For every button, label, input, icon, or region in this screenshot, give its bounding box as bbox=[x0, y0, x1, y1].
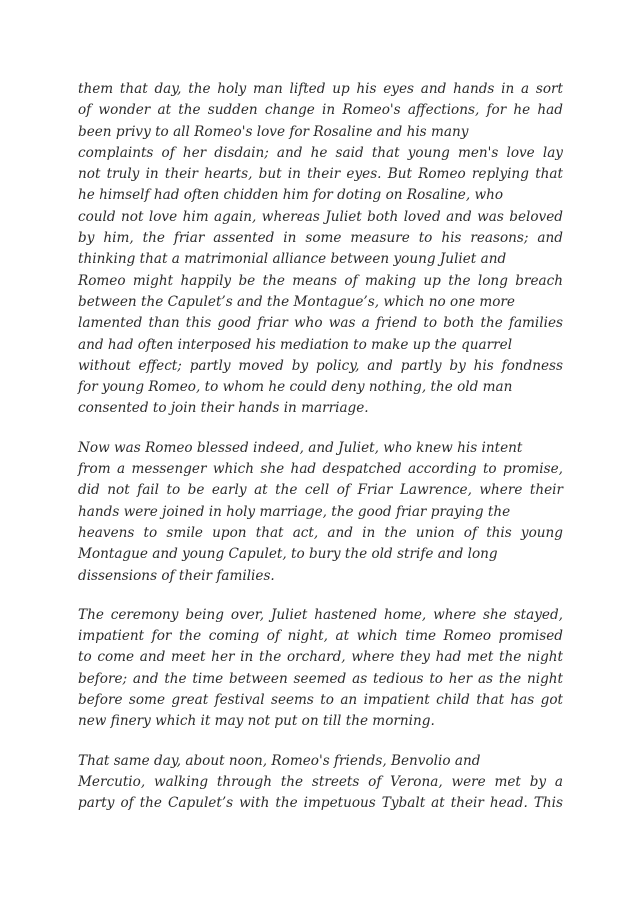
text-line: them that day, the holy man lifted up his eyes and hands in a sort bbox=[78, 81, 563, 97]
text-line: between the Capulet’s and the Montague’s, which no one more bbox=[78, 293, 515, 310]
text-line: by him, the friar assented in some measure to his reasons; and bbox=[78, 230, 563, 247]
text-line: Now was Romeo blessed indeed, and Juliet, who knew his intent bbox=[78, 439, 523, 456]
text-line: for young Romeo, to whom he could deny nothing, the old man bbox=[78, 379, 513, 396]
text-line: and had often interposed his mediation to make up the quarrel bbox=[78, 336, 513, 353]
text-line: Romeo might happily be the means of making up the long breach bbox=[78, 272, 563, 289]
text-line: The ceremony being over, Juliet hastened home, where she stayed, bbox=[78, 606, 563, 623]
text-line: Montague and young Capulet, to bury the old strife and long bbox=[78, 546, 498, 563]
text-line: complaints of her disdain; and he said that young men's love lay bbox=[78, 144, 563, 161]
text-line: did not fail to be early at the cell of Friar Lawrence, where their bbox=[78, 482, 563, 499]
text-line: before some great festival seems to an impatient child that has got bbox=[78, 692, 563, 709]
paragraph-1 bbox=[78, 79, 563, 420]
text-line: not truly in their hearts, but in their eyes. But Romeo replying that bbox=[78, 166, 563, 183]
text-line: party of the Capulet’s with the impetuous Tybalt at their head. This bbox=[78, 795, 563, 812]
text-line: thinking that a matrimonial alliance between young Juliet and bbox=[78, 251, 507, 268]
text-line: of wonder at the sudden change in Romeo's affections, for he had bbox=[78, 102, 563, 119]
text-line: dissensions of their families. bbox=[78, 567, 275, 584]
paragraph-4 bbox=[78, 751, 563, 815]
document-page bbox=[78, 79, 563, 833]
text-line: to come and meet her in the orchard, where they had met the night bbox=[78, 649, 563, 666]
text-line: from a messenger which she had despatched according to promise, bbox=[78, 461, 563, 478]
text-line: impatient for the coming of night, at which time Romeo promised bbox=[78, 628, 563, 645]
text-line: he himself had often chidden him for doting on Rosaline, who bbox=[78, 187, 504, 204]
text-line: heavens to smile upon that act, and in the union of this young bbox=[78, 524, 563, 541]
text-line: new finery which it may not put on till the morning. bbox=[78, 713, 435, 730]
text-line: consented to join their hands in marriage. bbox=[78, 400, 369, 417]
text-line: That same day, about noon, Romeo's friends, Benvolio and bbox=[78, 752, 481, 769]
text-line: before; and the time between seemed as tedious to her as the night bbox=[78, 670, 563, 687]
text-line: could not love him again, whereas Juliet both loved and was beloved bbox=[78, 208, 563, 225]
text-line: lamented than this good friar who was a friend to both the families bbox=[78, 315, 563, 332]
paragraph-2 bbox=[78, 438, 563, 587]
paragraph-3 bbox=[78, 605, 563, 733]
text-line: been privy to all Romeo's love for Rosaline and his many bbox=[78, 123, 469, 140]
text-line: Mercutio, walking through the streets of Verona, were met by a bbox=[78, 773, 563, 790]
text-line: without effect; partly moved by policy, and partly by his fondness bbox=[78, 357, 563, 374]
text-line: hands were joined in holy marriage, the good friar praying the bbox=[78, 503, 511, 520]
